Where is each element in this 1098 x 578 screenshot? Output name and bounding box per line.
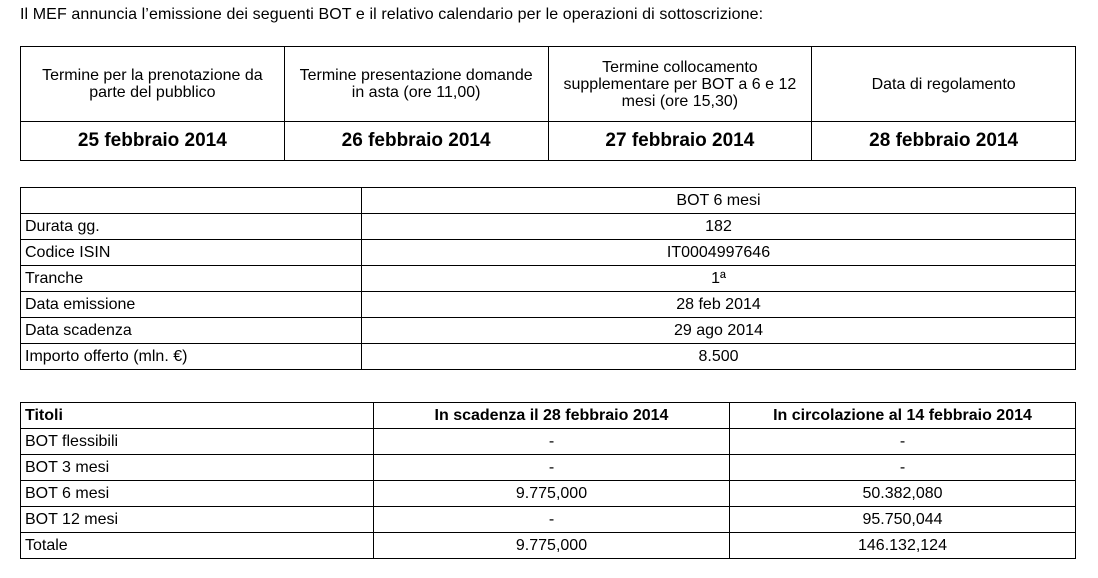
bot-row-label: Durata gg. — [21, 214, 362, 240]
calendar-date-supplementare: 27 febbraio 2014 — [548, 122, 812, 161]
calendar-header-regolamento: Data di regolamento — [812, 47, 1076, 122]
calendar-date-row — [21, 122, 1076, 161]
titoli-row-label: BOT 6 mesi — [21, 481, 374, 507]
titoli-header-label: Titoli — [21, 403, 374, 429]
titoli-row-circolazione: - — [730, 455, 1076, 481]
table-row — [21, 507, 1076, 533]
intro-text: Il MEF annuncia l’emissione dei seguenti BOT e il relativo calendario per le operazioni di sottoscrizione: — [20, 6, 764, 23]
titoli-row-scadenza: - — [374, 455, 730, 481]
titoli-row-label: BOT 3 mesi — [21, 455, 374, 481]
bot-row-value: 29 ago 2014 — [362, 318, 1076, 344]
bot-row-label: Data scadenza — [21, 318, 362, 344]
calendar-header-prenotazione: Termine per la prenotazione da parte del pubblico — [21, 47, 285, 122]
bot-details-table — [20, 187, 1076, 370]
bot-row-value: 8.500 — [362, 344, 1076, 370]
bot-header-empty — [21, 188, 362, 214]
table-row — [21, 455, 1076, 481]
titoli-row-scadenza: - — [374, 507, 730, 533]
table-row — [21, 481, 1076, 507]
titoli-row-circolazione: 95.750,044 — [730, 507, 1076, 533]
titoli-row-circolazione: 146.132,124 — [730, 533, 1076, 559]
titoli-row-scadenza: - — [374, 429, 730, 455]
table-row — [21, 214, 1076, 240]
titoli-header-circolazione: In circolazione al 14 febbraio 2014 — [730, 403, 1076, 429]
table-row — [21, 533, 1076, 559]
titoli-row-label: BOT flessibili — [21, 429, 374, 455]
calendar-date-regolamento: 28 febbraio 2014 — [812, 122, 1076, 161]
titoli-row-circolazione: - — [730, 429, 1076, 455]
titoli-row-circolazione: 50.382,080 — [730, 481, 1076, 507]
titoli-header-row — [21, 403, 1076, 429]
bot-column-title: BOT 6 mesi — [362, 188, 1076, 214]
bot-row-label: Codice ISIN — [21, 240, 362, 266]
titoli-table — [20, 402, 1076, 559]
calendar-header-supplementare: Termine collocamento supplementare per BOT a 6 e 12 mesi (ore 15,30) — [548, 47, 812, 122]
calendar-date-prenotazione: 25 febbraio 2014 — [21, 122, 285, 161]
table-row — [21, 292, 1076, 318]
bot-row-label: Importo offerto (mln. €) — [21, 344, 362, 370]
bot-row-value: 182 — [362, 214, 1076, 240]
bot-row-value: 28 feb 2014 — [362, 292, 1076, 318]
calendar-header-row — [21, 47, 1076, 122]
titoli-row-scadenza: 9.775,000 — [374, 533, 730, 559]
table-row — [21, 266, 1076, 292]
bot-row-label: Data emissione — [21, 292, 362, 318]
table-row — [21, 240, 1076, 266]
bot-row-value: 1ª — [362, 266, 1076, 292]
titoli-row-label: Totale — [21, 533, 374, 559]
calendar-table — [20, 46, 1076, 161]
bot-header-row — [21, 188, 1076, 214]
table-row — [21, 318, 1076, 344]
bot-row-label: Tranche — [21, 266, 362, 292]
table-row — [21, 344, 1076, 370]
table-row — [21, 429, 1076, 455]
titoli-row-scadenza: 9.775,000 — [374, 481, 730, 507]
calendar-header-asta: Termine presentazione domande in asta (ore 11,00) — [284, 47, 548, 122]
titoli-row-label: BOT 12 mesi — [21, 507, 374, 533]
titoli-header-scadenza: In scadenza il 28 febbraio 2014 — [374, 403, 730, 429]
bot-row-value: IT0004997646 — [362, 240, 1076, 266]
calendar-date-asta: 26 febbraio 2014 — [284, 122, 548, 161]
